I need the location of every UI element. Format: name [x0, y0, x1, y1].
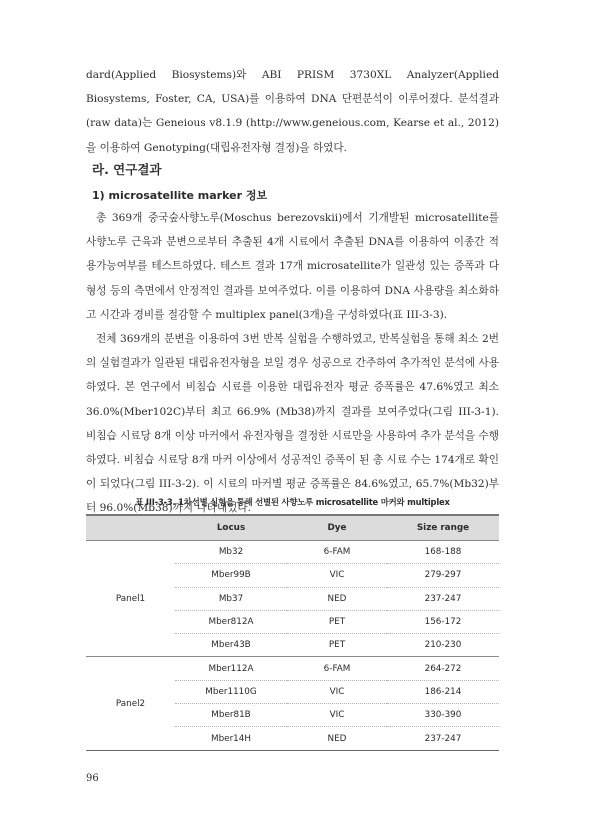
locus-cell: Mber112A: [175, 657, 287, 680]
table-row: [86, 657, 499, 680]
intro-text: dard(Applied Biosystems)와 ABI PRISM 3730XL Analyzer(Applied Biosystems, Foster, CA, USA)를 이용하여 DNA 단편분석이 이루어졌다. 분석결과(raw data)는 Geneious v8.1.9 (http://www.geneious.com, Kearse et al., 2012)을 이용하여 Genotyping(대립유전자형 결정)을 하였다.: [86, 69, 499, 154]
intro-paragraph: [86, 63, 499, 160]
dye-cell: VIC: [287, 704, 387, 727]
results-body: [86, 206, 499, 521]
results-paragraph-1: 총 369개 중국숲사향노루(Moschus berezovskii)에서 기개발된 microsatellite를 사향노루 근육과 분변으로부터 추출된 4개 시료에서 추출된 DNA를 이용하여 이종간 적용가능여부를 테스트하였다. 테스트 결과 17개 microsatellite가 일관성 있는 증폭과 다형성 등의 측면에서 안정적인 결과를 보여주었다. 이를 이용하여 DNA 사용량을 최소화하고 시간과 경비를 절감할 수 multiplex panel(3개)을 구성하였다(표 III-3-3).: [86, 212, 499, 321]
table-caption: 표 III-3-3. 1차선별 실험을 통해 선별된 사향노루 microsatellite 마커와 multiplex: [135, 497, 450, 507]
size-range-cell: 210-230: [387, 634, 499, 657]
dye-cell: NED: [287, 587, 387, 610]
dye-cell: VIC: [287, 564, 387, 587]
section-heading: 라. 연구결과: [92, 162, 162, 177]
results-paragraph-2: 전체 369개의 분변을 이용하여 3번 반복 실험을 수행하였고, 반복실험을 통해 최소 2번의 실험결과가 일관된 대립유전자형을 보일 경우 성공으로 간주하여 추가적인 분석에 사용하였다. 본 연구에서 비침습 시료를 이용한 대립유전자 평균 증폭률은 47.6%였고 최소 36.0%(Mber102C)부터 최고 66.9% (Mb38)까지 결과를 보여주었다(그림 III-3-1). 비침습 시료당 8개 이상 마커에서 유전자형을 결정한 시료만을 사용하여 추가 분석을 수행하였다. 비침습 시료당 8개 마커 이상에서 성공적인 증폭이 된 총 시료 수는 174개로 확인이 되었다(그림 III-3-2). 이 시료의 마커별 평균 증폭률은 84.6%였고, 65.7%(Mb32)부터 96.0%(Mb38)까지 나타내었다.: [86, 333, 499, 515]
size-range-cell: 186-214: [387, 680, 499, 703]
header-locus: Locus: [175, 515, 287, 541]
locus-cell: Mber14H: [175, 727, 287, 750]
dye-cell: PET: [287, 634, 387, 657]
page-number: 96: [86, 773, 99, 784]
size-range-cell: 237-247: [387, 587, 499, 610]
size-range-cell: 156-172: [387, 610, 499, 633]
table-header-row: [86, 515, 499, 541]
locus-cell: Mber99B: [175, 564, 287, 587]
header-dye: Dye: [287, 515, 387, 541]
dye-cell: VIC: [287, 680, 387, 703]
locus-cell: Mber812A: [175, 610, 287, 633]
locus-cell: Mber43B: [175, 634, 287, 657]
dye-cell: 6-FAM: [287, 541, 387, 564]
size-range-cell: 237-247: [387, 727, 499, 750]
size-range-cell: 279-297: [387, 564, 499, 587]
dye-cell: 6-FAM: [287, 657, 387, 680]
locus-cell: Mber81B: [175, 704, 287, 727]
size-range-cell: 264-272: [387, 657, 499, 680]
locus-cell: Mb37: [175, 587, 287, 610]
panel-label: Panel1: [86, 541, 175, 657]
header-size-range: Size range: [387, 515, 499, 541]
panel-label: Panel2: [86, 657, 175, 750]
header-panel-cell: [86, 515, 175, 541]
marker-table: [86, 514, 499, 751]
dye-cell: NED: [287, 727, 387, 750]
subsection-heading: 1) microsatellite marker 정보: [92, 189, 268, 202]
locus-cell: Mber1110G: [175, 680, 287, 703]
size-range-cell: 330-390: [387, 704, 499, 727]
locus-cell: Mb32: [175, 541, 287, 564]
size-range-cell: 168-188: [387, 541, 499, 564]
table-row: [86, 541, 499, 564]
dye-cell: PET: [287, 610, 387, 633]
